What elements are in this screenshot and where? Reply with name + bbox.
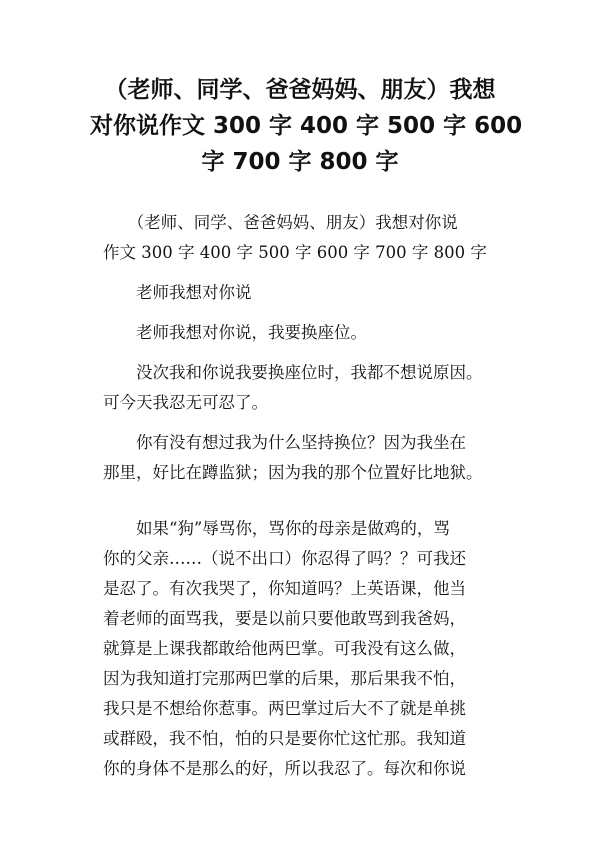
body-paragraph — [103, 318, 523, 348]
body-paragraph — [103, 428, 523, 488]
intro-paragraph — [103, 208, 523, 268]
text-line: 作文 300 字 400 字 500 字 600 字 700 字 800 字 — [103, 243, 487, 262]
subtitle-paragraph — [103, 278, 523, 308]
document-title — [90, 72, 523, 180]
body-paragraph — [103, 358, 523, 418]
paragraph-spacing — [103, 268, 523, 278]
text-line: 就算是上课我都敢给他两巴掌。可我没有这么做， — [103, 639, 466, 658]
paragraph-spacing — [103, 308, 523, 318]
text-line: 可今天我忍无可忍了。 — [103, 393, 268, 412]
paragraph-spacing — [103, 348, 523, 358]
title-line: 字 700 字 800 字 — [201, 149, 399, 175]
title-line: （老师、同学、爸爸妈妈、朋友）我想 — [104, 77, 496, 103]
text-line: 我只是不想给你惹事。两巴掌过后大不了就是单挑 — [103, 699, 466, 718]
text-line: 你有没有想过我为什么坚持换位？因为我坐在 — [103, 433, 466, 452]
text-line: 没次我和你说我要换座位时，我都不想说原因。 — [103, 363, 483, 382]
title-line: 对你说作文 300 字 400 字 500 字 600 — [90, 113, 523, 139]
text-line: 老师我想对你说 — [103, 283, 252, 302]
paragraph-spacing — [103, 418, 523, 428]
paragraph-spacing — [103, 488, 523, 514]
text-line: （老师、同学、爸爸妈妈、朋友）我想对你说 — [103, 213, 458, 232]
body-paragraph — [103, 514, 523, 784]
text-line: 是忍了。有次我哭了，你知道吗？上英语课，他当 — [103, 579, 466, 598]
text-line: 或群殴，我不怕，怕的只是要你忙这忙那。我知道 — [103, 729, 466, 748]
text-line: 着老师的面骂我，要是以前只要他敢骂到我爸妈， — [103, 609, 466, 628]
document-body — [103, 208, 523, 784]
text-line: 如果“狗”辱骂你，骂你的母亲是做鸡的，骂 — [103, 519, 450, 538]
text-line: 因为我知道打完那两巴掌的后果，那后果我不怕， — [103, 669, 466, 688]
text-line: 那里，好比在蹲监狱；因为我的那个位置好比地狱。 — [103, 463, 483, 482]
text-line: 你的身体不是那么的好，所以我忍了。每次和你说 — [103, 759, 466, 778]
text-line: 你的父亲……（说不出口）你忍得了吗？？可我还 — [103, 549, 466, 568]
text-line: 老师我想对你说，我要换座位。 — [103, 323, 367, 342]
